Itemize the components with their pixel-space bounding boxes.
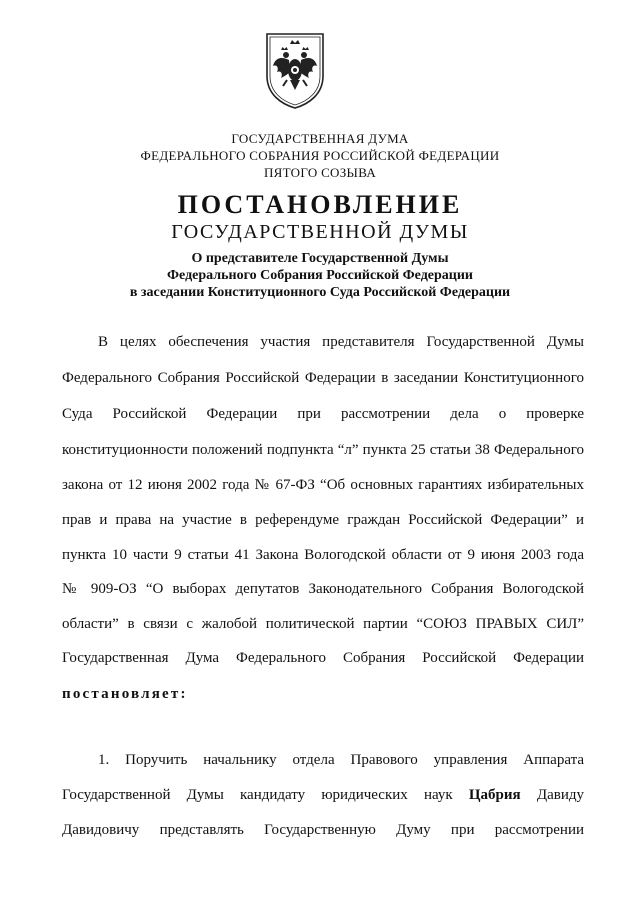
body-line: 1. Поручить начальнику отдела Правового управления Аппарата: [98, 752, 584, 768]
subject-line-1: О представителе Государственной Думы: [191, 251, 449, 266]
body-line: Давидовичу представлять Государственную Думу при рассмотрении: [62, 822, 584, 838]
body-line: пункта 10 части 9 статьи 41 Закона Вологодской области от 9 июня 2003 года: [62, 547, 584, 563]
body-line: прав и права на участие в референдуме граждан Российской Федерации” и: [62, 512, 584, 528]
issuer-line-2: ФЕДЕРАЛЬНОГО СОБРАНИЯ РОССИЙСКОЙ ФЕДЕРАЦИИ: [140, 148, 500, 163]
body-line: закона от 12 июня 2002 года № 67-ФЗ “Об основных гарантиях избирательных: [62, 477, 584, 493]
subject-line-2: Федерального Собрания Российской Федерации: [167, 268, 473, 283]
resolves-clause: постановляет:: [62, 686, 188, 702]
body-line: В целях обеспечения участия представителя Государственной Думы: [98, 334, 584, 350]
body-line: № 909-ОЗ “О выборах депутатов Законодательного Собрания Вологодской: [62, 581, 584, 597]
subject-line-3: в заседании Конституционного Суда Российской Федерации: [129, 285, 511, 300]
document-subtitle: ГОСУДАРСТВЕННОЙ ДУМЫ: [171, 221, 469, 243]
body-line: Федерального Собрания Российской Федерации в заседании Конституционного: [62, 370, 584, 386]
document-type-title: ПОСТАНОВЛЕНИЕ: [177, 190, 463, 219]
body-text: Государственной Думы кандидату юридических наук: [62, 787, 453, 803]
body-line: конституционности положений подпункта “л” пункта 25 статьи 38 Федерального: [62, 442, 584, 458]
body-line: Государственная Дума Федерального Собрания Российской Федерации: [62, 650, 584, 666]
convocation-line: ПЯТОГО СОЗЫВА: [263, 165, 377, 180]
body-text: Давиду: [536, 787, 585, 803]
person-surname: Цабрия: [468, 787, 521, 803]
issuer-line-1: ГОСУДАРСТВЕННАЯ ДУМА: [231, 131, 409, 146]
body-line: [62, 785, 584, 805]
body-line: Суда Российской Федерации при рассмотрении дела о проверке: [62, 406, 584, 422]
coat-of-arms-icon: [263, 30, 327, 110]
body-line: области” в связи с жалобой политической партии “СОЮЗ ПРАВЫХ СИЛ”: [62, 616, 584, 632]
